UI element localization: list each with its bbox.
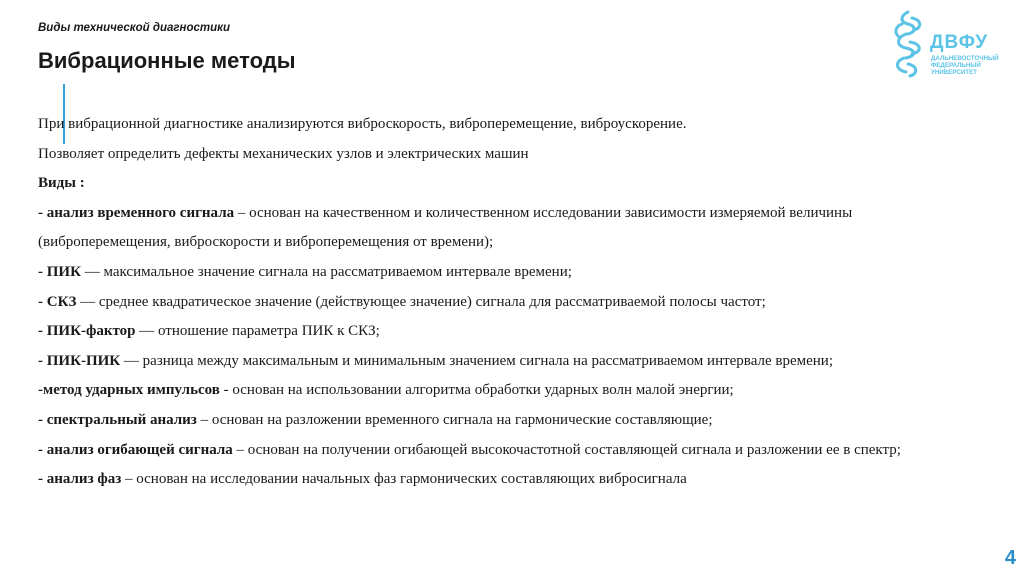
list-item-term: - ПИК-фактор [38, 323, 136, 340]
list-item-description: — отношение параметра ПИК к СКЗ; [135, 323, 380, 340]
list-item-term: -метод ударных импульсов [38, 382, 220, 399]
list-item-description: – основан на исследовании начальных фаз гармонических составляющих вибросигнала [121, 471, 687, 488]
section-label: Виды технической диагностики [38, 22, 230, 34]
list-item [38, 347, 958, 377]
wave-emblem-icon [888, 6, 932, 80]
list-item-term: - СКЗ [38, 293, 77, 310]
list-item-description: — среднее квадратическое значение (действующее значение) сигнала для рассматриваемой полосы частот; [76, 293, 766, 310]
list-item-description: – основан на получении огибающей высокочастотной составляющей сигнала и разложении ее в спектр; [232, 441, 901, 458]
list-item-description: – основан на качественном и количественном исследовании зависимости измеряемой величины (виброперемещения, виброскорости и виброперемещения от времени); [38, 204, 853, 251]
list-item-description: - основан на использовании алгоритма обработки ударных волн малой энергии; [219, 382, 734, 399]
intro-line-2: Позволяет определить дефекты механических узлов и электрических машин [38, 145, 529, 162]
list-item-term: - ПИК-ПИК [38, 352, 121, 369]
list-item-term: - спектральный анализ [38, 411, 197, 428]
list-item [38, 376, 958, 406]
slide-body [38, 110, 958, 495]
list-item [38, 288, 958, 318]
page-title: Вибрационные методы [38, 48, 296, 73]
logo-abbreviation: ДВФУ [930, 32, 989, 53]
list-item-description: — разница между максимальным и минимальным значением сигнала на рассматриваемом интервале времени; [120, 352, 833, 369]
list-item [38, 406, 958, 436]
list-item-term: - ПИК [38, 263, 81, 280]
logo-line-3: УНИВЕРСИТЕТ [931, 69, 977, 76]
logo-line-2: ФЕДЕРАЛЬНЫЙ [931, 62, 981, 69]
list-item [38, 317, 958, 347]
list-item [38, 465, 958, 495]
list-item-description: – основан на разложении временного сигнала на гармонические составляющие; [196, 411, 713, 428]
list-item [38, 436, 958, 466]
logo-line-1: ДАЛЬНЕВОСТОЧНЫЙ [931, 55, 999, 62]
intro-line-1: При вибрационной диагностике анализируются виброскорость, виброперемещение, виброускорение. [38, 116, 687, 132]
list-item-term: - анализ фаз [38, 471, 122, 488]
list-item-term: - анализ огибающей сигнала [38, 441, 233, 458]
list-item-description: — максимальное значение сигнала на рассматриваемом интервале времени; [80, 263, 572, 280]
types-heading: Виды : [38, 175, 85, 192]
list-item-term: - анализ временного сигнала [38, 204, 235, 221]
university-logo [888, 6, 1010, 80]
list-item [38, 258, 958, 288]
page-number: 4 [1004, 547, 1016, 569]
list-item [38, 199, 958, 258]
